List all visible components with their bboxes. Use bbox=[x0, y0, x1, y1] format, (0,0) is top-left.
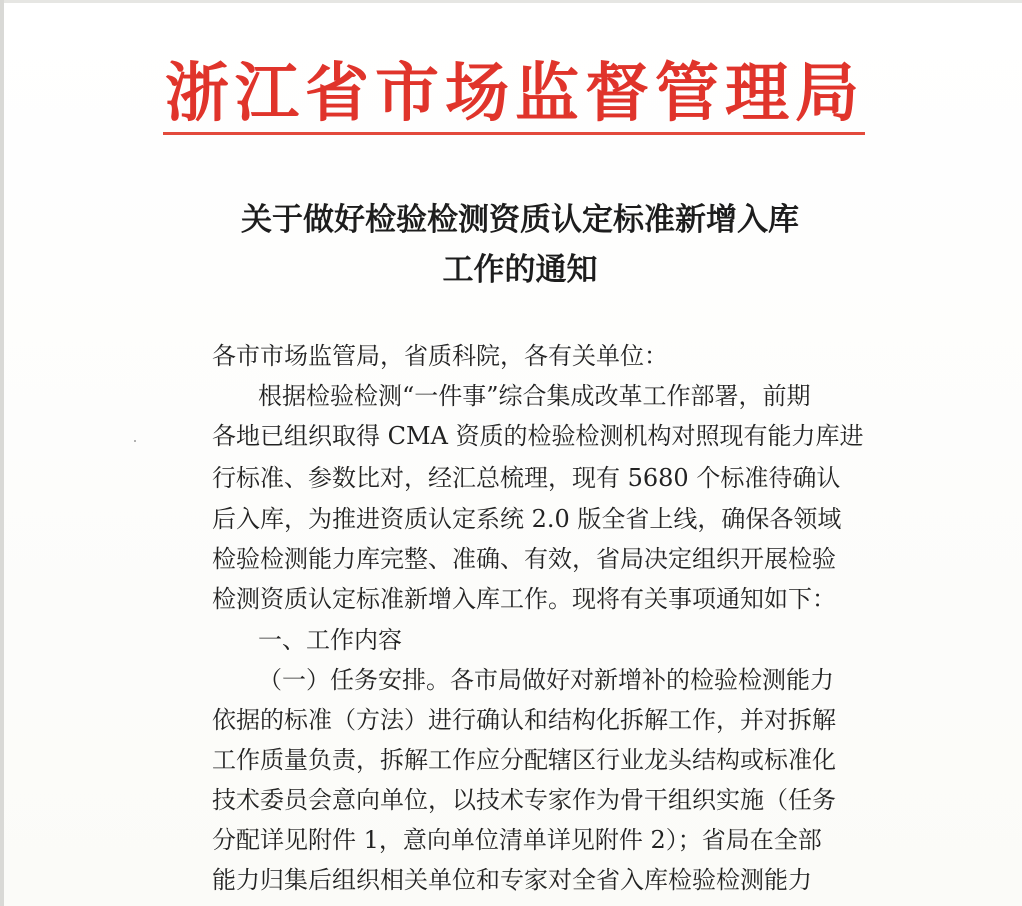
body-line: 行标准、参数比对，经汇总梳理，现有 5680 个标准待确认 bbox=[212, 464, 841, 492]
section-body-line: 技术委员会意向单位，以技术专家作为骨干组织实施（任务 bbox=[212, 786, 836, 814]
body-line: 检测资质认定标准新增入库工作。现将有关事项通知如下： bbox=[212, 585, 836, 613]
page-top-edge bbox=[0, 0, 1022, 3]
document-title-line-2: 工作的通知 bbox=[442, 252, 598, 288]
section-body-line: （一）任务安排。各市局做好对新增补的检验检测能力 bbox=[258, 666, 834, 694]
section-body-line: 能力归集后组织相关单位和专家对全省入库检验检测能力 bbox=[212, 866, 812, 894]
section-body-line: 工作质量负责，拆解工作应分配辖区行业龙头结构或标准化 bbox=[212, 746, 836, 774]
body-line: 各地已组织取得 CMA 资质的检验检测机构对照现有能力库进 bbox=[212, 422, 864, 450]
document-title-line-1: 关于做好检验检测资质认定标准新增入库 bbox=[241, 202, 799, 238]
letterhead-org-name: 浙江省市场监督管理局 bbox=[165, 56, 865, 131]
body-line: 根据检验检测“一件事”综合集成改革工作部署，前期 bbox=[258, 382, 811, 410]
section-heading: 一、工作内容 bbox=[258, 626, 402, 654]
body-line: 后入库，为推进资质认定系统 2.0 版全省上线，确保各领域 bbox=[212, 505, 842, 533]
salutation: 各市市场监管局，省质科院，各有关单位： bbox=[212, 342, 668, 370]
section-body-line: 分配详见附件 1，意向单位清单详见附件 2）；省局在全部 bbox=[212, 826, 822, 854]
body-line: 检验检测能力库完整、准确、有效，省局决定组织开展检验 bbox=[212, 545, 836, 573]
scan-speck bbox=[134, 440, 136, 442]
letterhead-red-rule bbox=[163, 132, 865, 135]
section-body-line: 依据的标准（方法）进行确认和结构化拆解工作，并对拆解 bbox=[212, 706, 836, 734]
page-left-edge bbox=[0, 0, 4, 906]
